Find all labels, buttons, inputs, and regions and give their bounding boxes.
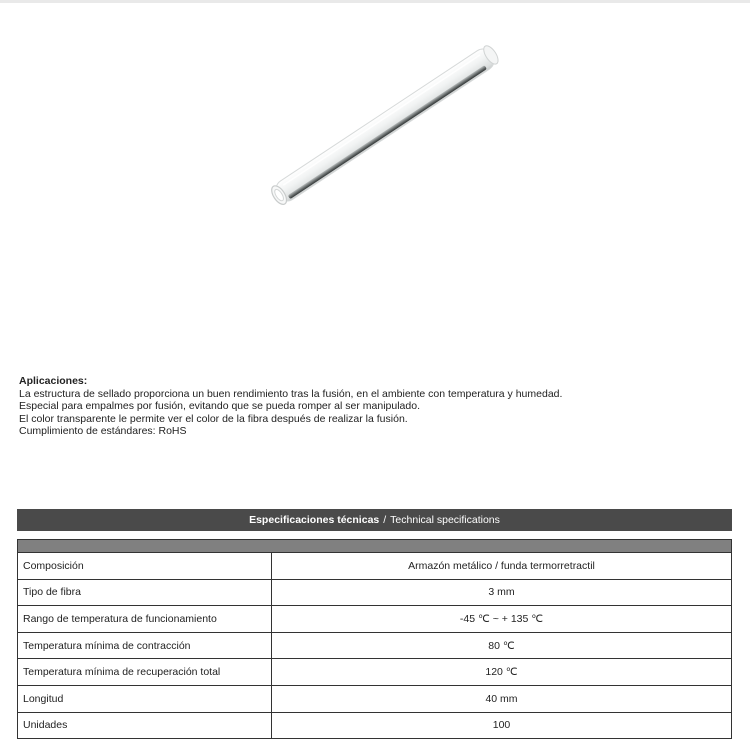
- spec-label: Temperatura mínima de recuperación total: [18, 659, 272, 686]
- spec-value: 100: [272, 712, 732, 739]
- spec-value: 3 mm: [272, 579, 732, 606]
- applications-line: El color transparente le permite ver el color de la fibra después de realizar la fusión.: [19, 412, 408, 425]
- spec-value: Armazón metálico / funda termorretractil: [272, 553, 732, 580]
- spec-header-en: Technical specifications: [390, 514, 500, 526]
- spec-label: Longitud: [18, 685, 272, 712]
- spec-label: Tipo de fibra: [18, 579, 272, 606]
- spec-value: -45 ℃ ~ + 135 ℃: [272, 606, 732, 633]
- spec-label: Rango de temperatura de funcionamiento: [18, 606, 272, 633]
- table-row: [18, 712, 732, 739]
- spec-value: 120 ℃: [272, 659, 732, 686]
- spec-table-band: [18, 540, 732, 553]
- table-row: [18, 579, 732, 606]
- table-row: [18, 553, 732, 580]
- spec-label: Composición: [18, 553, 272, 580]
- spec-label: Temperatura mínima de contracción: [18, 632, 272, 659]
- spec-label: Unidades: [18, 712, 272, 739]
- table-row: [18, 632, 732, 659]
- top-divider: [0, 0, 750, 3]
- spec-table: [17, 539, 732, 739]
- spec-value: 80 ℃: [272, 632, 732, 659]
- spec-header-separator: /: [383, 514, 387, 526]
- table-row: [18, 685, 732, 712]
- splice-sleeve-image: [240, 30, 530, 220]
- applications-line: Especial para empalmes por fusión, evitando que se pueda romper al ser manipulado.: [19, 400, 420, 413]
- applications-title: Aplicaciones:: [19, 375, 88, 387]
- spec-value: 40 mm: [272, 685, 732, 712]
- spec-table-header: [17, 509, 732, 531]
- spec-header-es: Especificaciones técnicas: [249, 514, 380, 526]
- applications-line: La estructura de sellado proporciona un buen rendimiento tras la fusión, en el ambiente con temperatura y humedad.: [19, 387, 563, 400]
- applications-line: Cumplimiento de estándares: RoHS: [19, 425, 187, 438]
- table-row: [18, 659, 732, 686]
- table-row: [18, 606, 732, 633]
- applications-section: [19, 375, 719, 438]
